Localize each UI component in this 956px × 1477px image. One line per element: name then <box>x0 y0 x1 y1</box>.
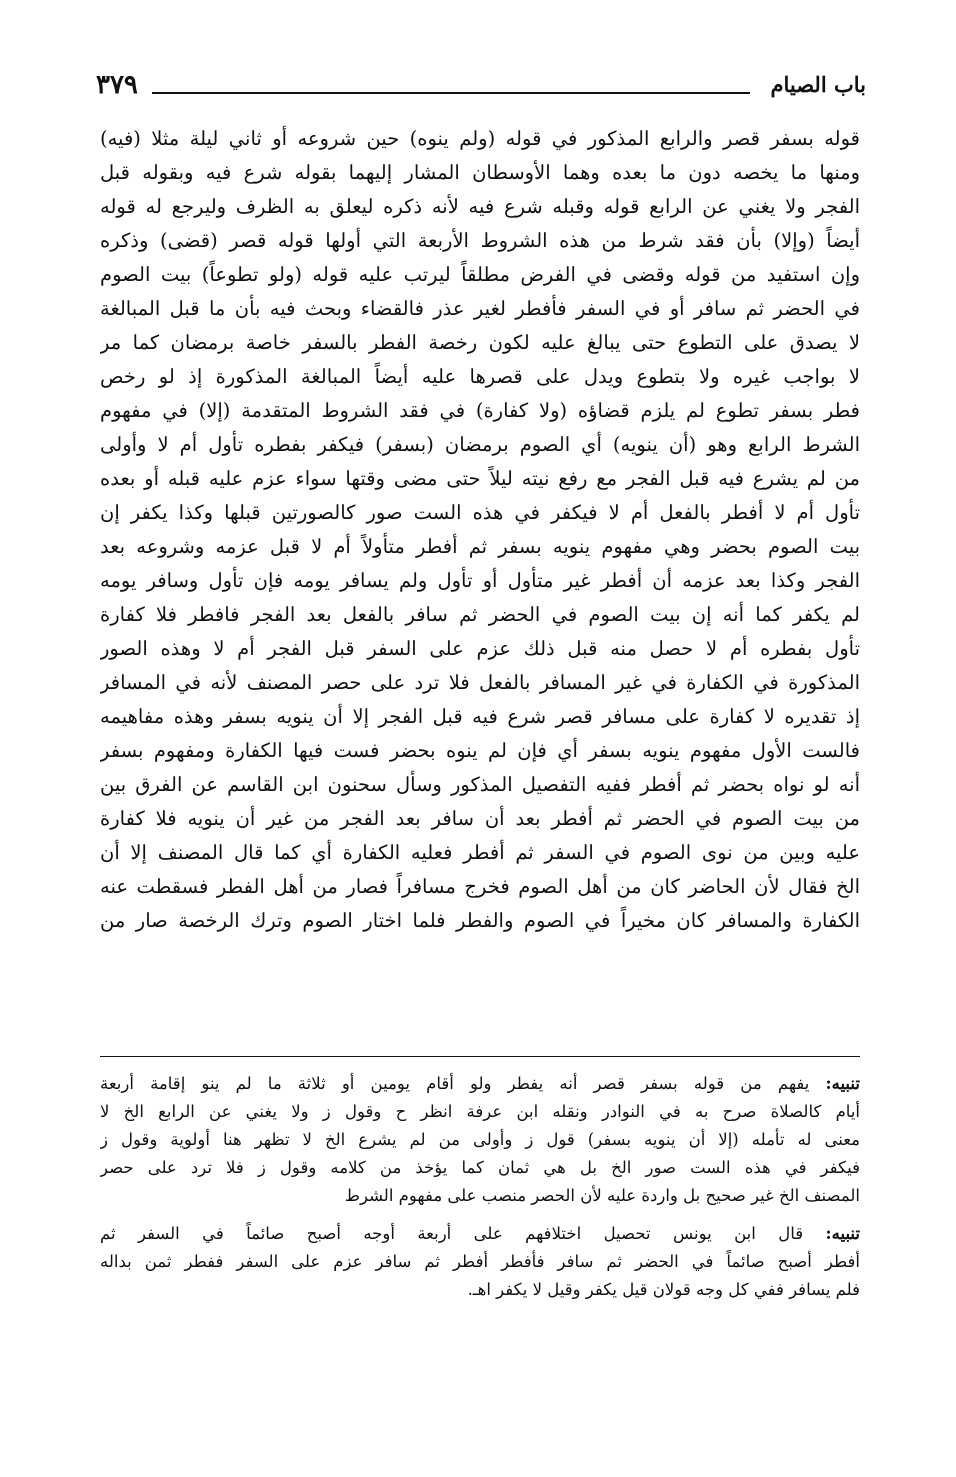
footnote-line: أفطر أصبح صائماً في الحضر ثم سافر فأفطر أفطر ثم سافر عزم على السفر ففطر ثمن بداله <box>100 1252 860 1271</box>
section-title: باب الصيام <box>770 72 866 97</box>
text-line: من بيت الصوم في الحضر ثم أفطر بعد أن سافر بعد الفجر من غير أن ينويه فلا كفارة <box>100 807 860 830</box>
footnote-note <box>100 1220 860 1304</box>
text-line: الفجر وكذا بعد عزمه أن أفطر غير متأول أو تأول ولم يسافر يومه فإن تأول وسافر يومه <box>100 569 860 592</box>
header-rule <box>152 92 750 94</box>
footnote-line <box>100 1070 860 1098</box>
text-line: الكفارة والمسافر كان مخيراً في الصوم والفطر فلما اختار الصوم وترك الرخصة صار من <box>100 909 860 932</box>
footnote-line <box>100 1220 860 1248</box>
text-line: ومنها ما يخصه دون ما بعده وهما الأوسطان المشار إليهما بقوله شرع فيه وبقوله قبل <box>100 161 860 184</box>
text-line: إذ تقديره لا كفارة على مسافر قصر شرع فيه قبل الفجر إلا أن ينويه بسفر وهذه مفاهيمه <box>100 705 860 728</box>
text-line: فالست الأول مفهوم ينويه بسفر أي فإن لم ينوه بحضر فست فيها الكفارة ومفهوم بسفر <box>100 739 860 762</box>
text-line: المذكورة في الكفارة في غير المسافر بالفعل فلا ترد على حصر المصنف لأنه في المسافر <box>100 671 860 694</box>
footnote-label: تنبيه: <box>825 1224 860 1243</box>
main-text <box>100 122 860 938</box>
text-line: تأول بفطره أم لا حصل منه قبل ذلك عزم على السفر قبل الفجر أم لا وهذه الصور <box>100 637 860 660</box>
text-line: فطر بسفر تطوع لم يلزم قضاؤه (ولا كفارة) في فقد الشروط المتقدمة (إلا) في مفهوم <box>100 399 860 422</box>
footnote-text: قال ابن يونس تحصيل اختلافهم على أربعة أوجه أصبح صائماً في السفر ثم <box>100 1224 804 1243</box>
footnote-label: تنبيه: <box>825 1074 860 1093</box>
footnote-line: المصنف الخ غير صحيح بل واردة عليه لأن الحصر منصب على مفهوم الشرط <box>344 1186 860 1205</box>
footnote-separator <box>100 1056 860 1057</box>
text-line: الشرط الرابع وهو (أن ينويه) أي الصوم برمضان (بسفر) فيكفر بفطره تأول أم لا وأولى <box>100 433 860 456</box>
footnote-line: أيام كالصلاة صرح به في النوادر ونقله ابن عرفة انظر ح وقول ز ولا يغني عن الرابع الخ لا <box>100 1102 860 1121</box>
text-line: تأول أم لا أفطر بالفعل أم لا فيكفر في هذه الست صور كالصورتين قبلها وكذا يكفر إن <box>100 501 860 524</box>
footnote-line: فلم يسافر ففي كل وجه قولان قيل يكفر وقيل لا يكفر اهـ. <box>467 1280 860 1299</box>
text-line: أيضاً (وإلا) بأن فقد شرط من هذه الشروط الأربعة التي أولها قوله قصر (قضى) وذكره <box>100 229 860 252</box>
text-line: في الحضر ثم سافر أو في السفر فأفطر لغير عذر فالقضاء وبحث فيه بأن ما قبل المبالغة <box>100 297 860 320</box>
text-line: عليه وبين من نوى الصوم في السفر ثم أفطر فعليه الكفارة أي كما قال المصنف إلا أن <box>100 841 860 864</box>
page-number: ٣٧٩ <box>96 70 138 100</box>
footnote-line: فيكفر في هذه الست صور الخ بل هي ثمان كما يؤخذ من كلامه وقول ز فلا ترد على حصر <box>100 1158 860 1177</box>
text-line: لم يكفر كما أنه إن بيت الصوم في الحضر ثم سافر بالفعل بعد الفجر فافطر فلا كفارة <box>100 603 860 626</box>
text-line: قوله بسفر قصر والرابع المذكور في قوله (ولم ينوه) حين شروعه أو ثاني ليلة مثلا (فيه) <box>100 127 860 150</box>
text-line: لا يصدق على التطوع حتى يبالغ عليه لكون رخصة الفطر بالسفر خاصة برمضان كما مر <box>100 331 860 354</box>
text-line: من لم يشرع فيه قبل الفجر مع رفع نيته ليلاً حتى مضى وقتها سواء عزم عليه قبله أو بعده <box>100 467 860 490</box>
footnote-text: يفهم من قوله بسفر قصر أنه يفطر ولو أقام يومين أو ثلاثة ما لم ينو إقامة أربعة <box>100 1074 810 1093</box>
text-line: وإن استفيد من قوله وقضى في الفرض مطلقاً ليرتب عليه قوله (ولو تطوعاً) بيت الصوم <box>100 263 860 286</box>
text-line: الفجر ولا يغني عن الرابع قوله وقبله شرع فيه لأنه ذكره ليعلق به الظرف وليرجع له قوله <box>100 195 860 218</box>
text-line: أنه لو نواه بحضر ثم أفطر ففيه التفصيل المذكور وسأل سحنون ابن القاسم عن الفرق بين <box>100 773 860 796</box>
footnotes <box>100 1070 860 1314</box>
footnote-line: معنى له تأمله (إلا أن ينويه بسفر) قول ز وأولى من لم يشرع الخ لا تظهر هنا أولوية وقول ز <box>100 1130 860 1149</box>
text-line: بيت الصوم بحضر وهي مفهوم ينويه بسفر ثم أفطر متأولاً أم لا قبل عزمه وشروعه بعد <box>100 535 860 558</box>
text-line: لا بواجب غيره ولا بتطوع ويدل على قصرها عليه أيضاً المبالغة المذكورة إذ لو رخص <box>100 365 860 388</box>
text-line: الخ فقال لأن الحاضر كان من أهل الصوم فخرج مسافراً فصار من أهل الفطر فسقطت عنه <box>100 875 860 898</box>
page-header <box>96 70 866 102</box>
footnote-note <box>100 1070 860 1210</box>
